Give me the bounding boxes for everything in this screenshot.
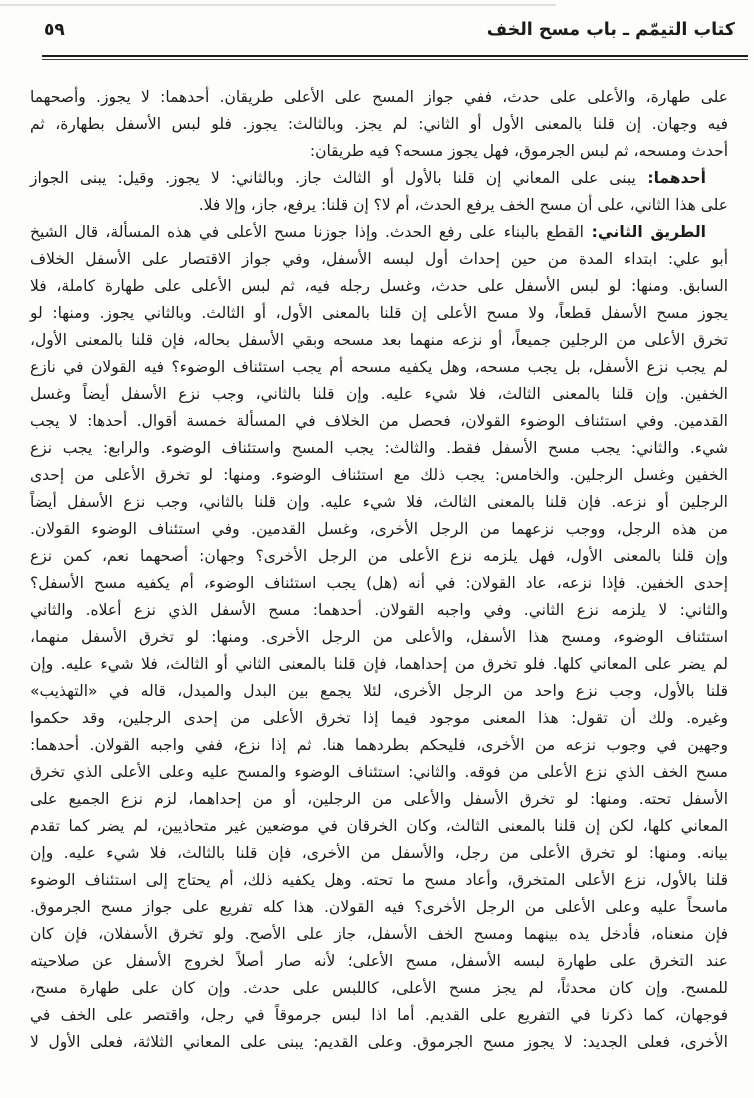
text-line: عند التخرق على طهارة لبسه الأسفل، مسح الأعلى؛ لأنه صار أصلاً لخروج الأسفل عن صلاحيته (30, 952, 728, 970)
paragraph-lead: أحدهما: (635, 169, 706, 187)
text-line: استئناف الوضوء، ومسح هذا الأسفل، والأعلى من الرجل الأخرى. ومنها: لو تخرق الأسفل منهما، (30, 628, 728, 646)
text-line: قلنا بالأول، وجب نزع واحد من الرجل الأخرى، لئلا يجمع بين البدل والمبدل، قاله في «التهذيب» (30, 682, 728, 700)
text-line: قلنا بالأول، نزع الأعلى المتخرق، وأعاد مسح ما تحته. وهل يكفيه ذلك، أم يحتاج إلى استئناف الوضوء (30, 871, 728, 889)
text-line: فيه وجهان. إن قلنا بالمعنى الأول أو الثاني: لم يجز. وبالثالث: يجوز. فلو لبس الأسفل بطهارة، ثم (30, 115, 728, 133)
text-line: بيانه. ومنها: لو تخرق الأعلى من رجل، والأسفل من الأخرى، فإن قلنا بالثالث، فلا شيء عليه. وإن (30, 844, 728, 862)
text-line: مسح الخف الذي نزع الأعلى من فوقه. والثاني: استئناف الوضوء والمسح عليه وعلى الأعلى الذي تخرق (30, 763, 728, 781)
text-line: القدمين. وفي استئناف الوضوء القولان، فحصل من الخلاف في المسألة خمسة أقوال. أحدها: لا يجب (30, 412, 728, 430)
text-line: وجهين في وجوب نزعه من الأخرى، فليحكم بطردهما هنا. ثم إذا نزع، ففي واجبه القولان. أحدهما: (30, 736, 728, 754)
chapter-title: كتاب التيمّم ـ باب مسح الخف (486, 20, 735, 40)
text-line: من هذه الرجل، ووجب نزعهما من الرجل الأخرى، وغسل القدمين. وفي استئناف الوضوء القولان. (30, 520, 728, 538)
text-line: لم يجب نزع الأسفل، بل يجب مسحه، وهل يكفيه مسحه أم يجب استئناف الوضوء؟ فيه القولان في نازع (30, 358, 728, 376)
text-line: إحدى الخفين. فإذا نزعه، عاد القولان: في أنه (هل) يجب استئناف الوضوء، أم يكفيه مسح الأسفل؟ (30, 574, 728, 592)
text-line: على هذا الثاني، على أن مسح الخف يرفع الحدث، أم لا؟ إن قلنا: يرفع، جاز، وإلا فلا. (198, 196, 728, 214)
page-header (42, 20, 735, 40)
text-line: السابق. ومنها: لو لبس الأسفل على حدث، وغسل رجله فيه، ثم لبس الأعلى على طهارة كاملة، فلا (30, 277, 728, 295)
text-line: فإن منعناه، فأدخل يده بينهما ومسح الخف الأسفل، جاز على الأصح. ولو تخرق الأسفلان، فإن كان (30, 925, 728, 943)
text-line: لم يضر على المعاني كلها. فلو تخرق من إحداهما، فإن قلنا بالمعنى الثاني أو الثالث، فلا شيء عليه. وإن (30, 655, 728, 673)
scan-artifact-line (0, 4, 556, 6)
text-line: وغيره. ولك أن تقول: هذا المعنى موجود فيما إذا تخرق الأعلى من إحدى الرجلين، وقد حكموا (30, 709, 728, 727)
text-line: على طهارة، والأعلى على حدث، ففي جواز المسح على الأعلى طريقان. أحدهما: لا يجوز. وأصحهما (30, 88, 728, 106)
text-line: الخفين. وإن قلنا بالمعنى الثالث، فلا شيء عليه. وإن قلنا بالثاني، وجب نزع الأسفل أيضاً وغسل (30, 385, 728, 403)
text-line: المعاني كلها، لكن إن قلنا بالمعنى الثالث، وكان الخرقان في موضعين غير متحاذيين، لم يضر كما تقدم (30, 817, 728, 835)
text-line: أحدهما: يبنى على المعاني إن قلنا بالأول أو الثالث جاز. وبالثاني: لا يجوز. وقيل: يبنى الجواز (30, 169, 706, 187)
text-line: والثاني: لا يلزمه نزع الثاني. وفي واجبه القولان. أحدهما: مسح الأسفل الذي نزع أعلاه. والثاني (30, 601, 728, 619)
text-line: وإن قلنا بالمعنى الأول، فهل يلزمه نزع الأعلى من الرجل الأخرى؟ وجهان: أصحهما نعم، كمن نزع (30, 547, 728, 565)
text-line: أبو علي: ابتداء المدة من حين إحداث أول لبسه الأسفل، وفي جواز الاقتصار على الأسفل الخلاف (30, 250, 728, 268)
text-line: أحدث ومسحه، ثم لبس الجرموق، فهل يجوز مسحه؟ فيه طريقان: (309, 142, 728, 160)
text-line: شيء. والثاني: يجب مسح الأسفل فقط. والثالث: يجب المسح واستئناف الوضوء. والرابع: يجب نزع (30, 439, 728, 457)
paragraph (30, 219, 728, 1056)
text-line: للمسح. وإن كان محدثاً، لم يجز مسح الأعلى، كاللبس على حدث. وإن كان على طهارة مسح، (30, 979, 728, 997)
text-body (30, 84, 728, 1056)
text-line: الطريق الثاني: القطع بالبناء على رفع الحدث. وإذا جوزنا مسح الأعلى في هذه المسألة، قال الشيخ (30, 223, 706, 241)
text-line: يجوز مسح الأسفل قطعاً، ولا مسح الأعلى إن قلنا بالمعنى الأول، أو الثالث. وبالثاني يجوز. ومنها: لو (30, 304, 728, 322)
paragraph (30, 165, 728, 219)
text-line: الأسفل تحته. ومنها: لو تخرق الأسفل والأعلى من الرجلين، أو من إحداهما، لزم نزع الجميع على (30, 790, 728, 808)
paragraph-lead: الطريق الثاني: (583, 223, 706, 241)
text-line: الرجلين أو نزعه. فإن قلنا بالمعنى الثالث، فلا شيء عليه. وإن قلنا بالثاني، وجب نزع الأسفل أيضاً (30, 493, 728, 511)
paragraph (30, 84, 728, 165)
text-line: الخفين وغسل الرجلين. والخامس: يجب ذلك مع استئناف الوضوء. ومنها: لو تخرق الأعلى من إحدى (30, 466, 728, 484)
header-divider-rule (42, 55, 748, 60)
text-line: تخرق الأعلى من الرجلين جميعاً، أو نزعه منهما بعد مسحه وبقي الأسفل بحاله، فإن قلنا بالمعنى الأول، (30, 331, 728, 349)
text-line: ماسحاً عليه وعلى الأعلى من الرجل الأخرى؟ فيه القولان. هذا كله تفريع على جواز مسح الجرموق. (30, 898, 728, 916)
text-line: فوجهان، كما ذكرنا في التفريع على القديم. أما اذا لبس جرموقاً في رجل، واقتصر على الخف في (30, 1006, 728, 1024)
page-number: ٥٩ (44, 20, 65, 40)
text-line: الأخرى، فعلى الجديد: لا يجوز مسح الجرموق. وعلى القديم: يبنى على المعاني الثلاثة، فعلى الأول لا (30, 1033, 728, 1051)
